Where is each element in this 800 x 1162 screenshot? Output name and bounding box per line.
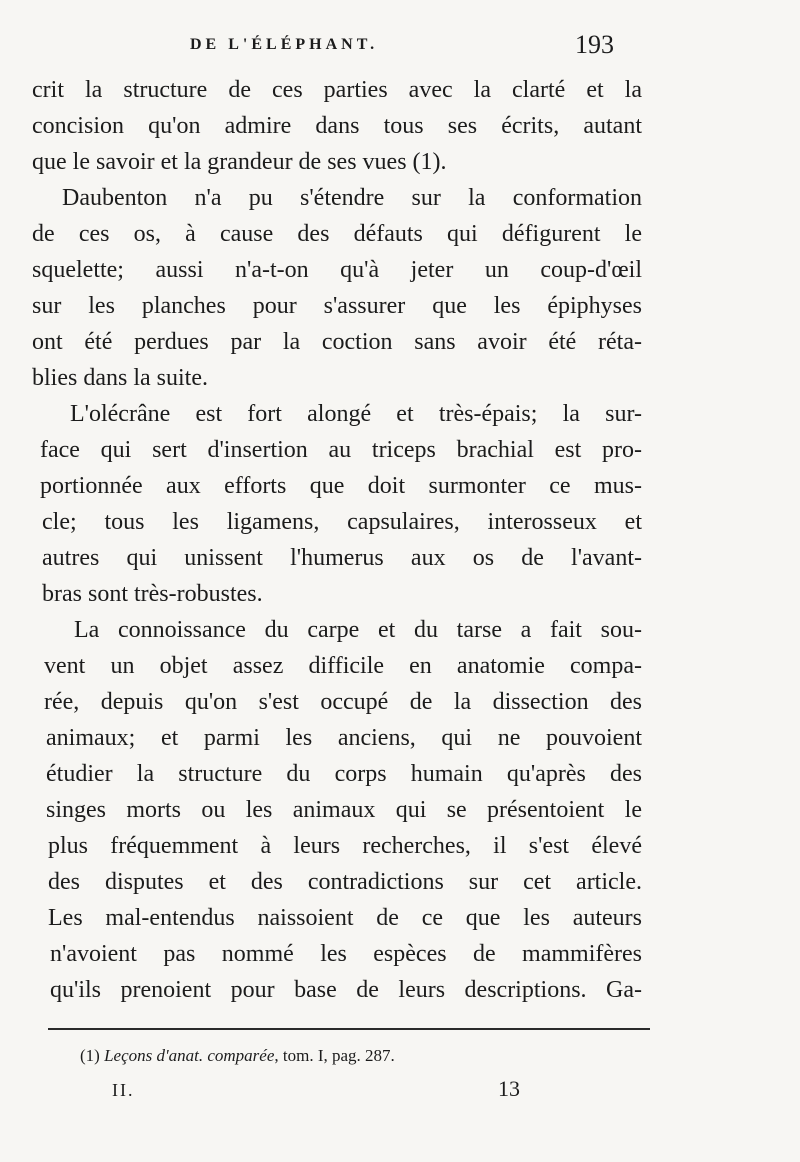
text-line: qu'ils prenoient pour base de leurs descriptions. Ga- [50,977,642,1003]
text-line: La connoissance du carpe et du tarse a fait sou- [74,617,642,643]
text-line: crit la structure de ces parties avec la clarté et la [32,77,642,103]
text-line: étudier la structure du corps humain qu'après des [46,761,642,787]
text-line: bras sont très-robustes. [42,581,263,607]
text-line: concision qu'on admire dans tous ses écrits, autant [32,113,642,139]
text-line: animaux; et parmi les anciens, qui ne pouvoient [46,725,642,751]
text-line: Les mal-entendus naissoient de ce que les auteurs [48,905,642,931]
text-line: rée, depuis qu'on s'est occupé de la dissection des [44,689,642,715]
body-text [32,72,642,1008]
text-line: de ces os, à cause des défauts qui défigurent le [32,221,642,247]
text-line: autres qui unissent l'humerus aux os de l'avant- [42,545,642,571]
footnote [80,1046,395,1066]
text-line: ont été perdues par la coction sans avoir été réta- [32,329,642,355]
text-line: vent un objet assez difficile en anatomie compa- [44,653,642,679]
sheet-number: 13 [498,1076,520,1101]
text-line: n'avoient pas nommé les espèces de mammifères [50,941,642,967]
text-line: Daubenton n'a pu s'étendre sur la conformation [62,185,642,211]
text-line: singes morts ou les animaux qui se présentoient le [46,797,642,823]
text-line: cle; tous les ligamens, capsulaires, interosseux et [42,509,642,535]
running-head: DE L'ÉLÉPHANT. [190,36,379,53]
text-line: squelette; aussi n'a-t-on qu'à jeter un coup-d'œil [32,257,642,283]
text-line: face qui sert d'insertion au triceps brachial est pro- [40,437,642,463]
page-number: 193 [575,30,614,59]
text-line: plus fréquemment à leurs recherches, il s'est élevé [48,833,642,859]
text-line: des disputes et des contradictions sur cet article. [48,869,642,895]
footnote-reference: , tom. I, pag. 287. [274,1046,395,1065]
footnote-rule [48,1028,650,1030]
text-line: sur les planches pour s'assurer que les épiphyses [32,293,642,319]
footnote-title: Leçons d'anat. comparée [104,1046,275,1065]
signature-mark: II. [112,1080,135,1100]
footnote-marker: (1) [80,1046,100,1065]
text-line: L'olécrâne est fort alongé et très-épais; la sur- [70,401,642,427]
text-line: portionnée aux efforts que doit surmonter ce mus- [40,473,642,499]
text-line: blies dans la suite. [32,365,208,391]
text-line: que le savoir et la grandeur de ses vues (1). [32,149,447,175]
